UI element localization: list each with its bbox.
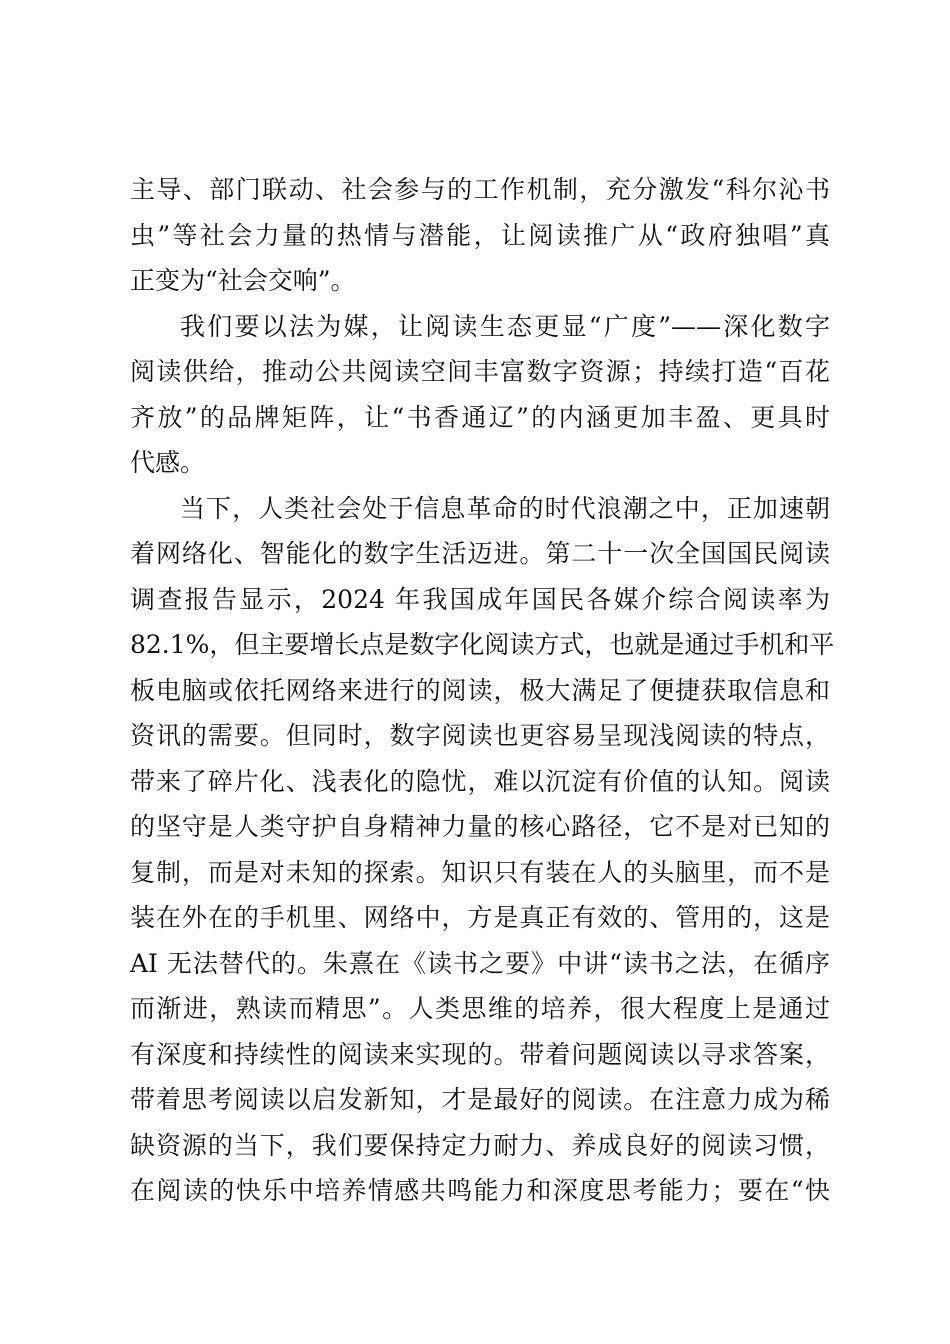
paragraph-3-line-10: 装在外在的手机里、网络中，方是真正有效的、管用的，这是	[130, 903, 830, 932]
paragraph-3-line-6: 资讯的需要。但同时，数字阅读也更容易呈现浅阅读的特点，	[130, 721, 830, 750]
paragraph-3-line-3: 调查报告显示，2024 年我国成年国民各媒介综合阅读率为	[130, 584, 830, 614]
paragraph-3-line-14: 带着思考阅读以启发新知，才是最好的阅读。在注意力成为稀	[130, 1085, 830, 1114]
paragraph-3-line-1: 当下，人类社会处于信息革命的时代浪潮之中，正加速朝	[180, 493, 830, 523]
paragraph-3-line-15: 缺资源的当下，我们要保持定力耐力、养成良好的阅读习惯，	[130, 1130, 830, 1160]
paragraph-3-line-4: 82.1%，但主要增长点是数字化阅读方式，也就是通过手机和平	[130, 630, 835, 659]
paragraph-2-line-2: 阅读供给，推动公共阅读空间丰富数字资源；持续打造“百花	[130, 357, 830, 386]
paragraph-3-line-16: 在阅读的快乐中培养情感共鸣能力和深度思考能力；要在“快	[130, 1176, 830, 1205]
paragraph-3-line-13: 有深度和持续性的阅读来实现的。带着问题阅读以寻求答案，	[130, 1039, 830, 1069]
paragraph-3-line-7: 带来了碎片化、浅表化的隐忧，难以沉淀有价值的认知。阅读	[130, 766, 830, 796]
paragraph-3-line-8: 的坚守是人类守护自身精神力量的核心路径，它不是对已知的	[130, 812, 830, 841]
paragraph-2-line-3: 齐放”的品牌矩阵，让“书香通辽”的内涵更加丰盈、更具时	[130, 402, 830, 432]
paragraph-3-line-2: 着网络化、智能化的数字生活迈进。第二十一次全国国民阅读	[130, 539, 830, 568]
paragraph-3-line-11: AI 无法替代的。朱熹在《读书之要》中讲“读书之法，在循序	[130, 948, 830, 978]
paragraph-1-line-3: 正变为“社会交响”。	[130, 266, 356, 295]
paragraph-1-line-2: 虫”等社会力量的热情与潜能，让阅读推广从“政府独唱”真	[130, 220, 830, 250]
paragraph-2-line-4: 代感。	[130, 448, 206, 477]
paragraph-1-line-1: 主导、部门联动、社会参与的工作机制，充分激发“科尔沁书	[130, 175, 830, 204]
paragraph-3-line-5: 板电脑或依托网络来进行的阅读，极大满足了便捷获取信息和	[130, 675, 830, 705]
paragraph-3-line-12: 而渐进，熟读而精思”。人类思维的培养，很大程度上是通过	[130, 994, 830, 1023]
body-text	[130, 167, 835, 1214]
paragraph-3-line-9: 复制，而是对未知的探索。知识只有装在人的头脑里，而不是	[130, 857, 830, 887]
paragraph-2-line-1: 我们要以法为媒，让阅读生态更显“广度”——深化数字	[180, 311, 830, 341]
